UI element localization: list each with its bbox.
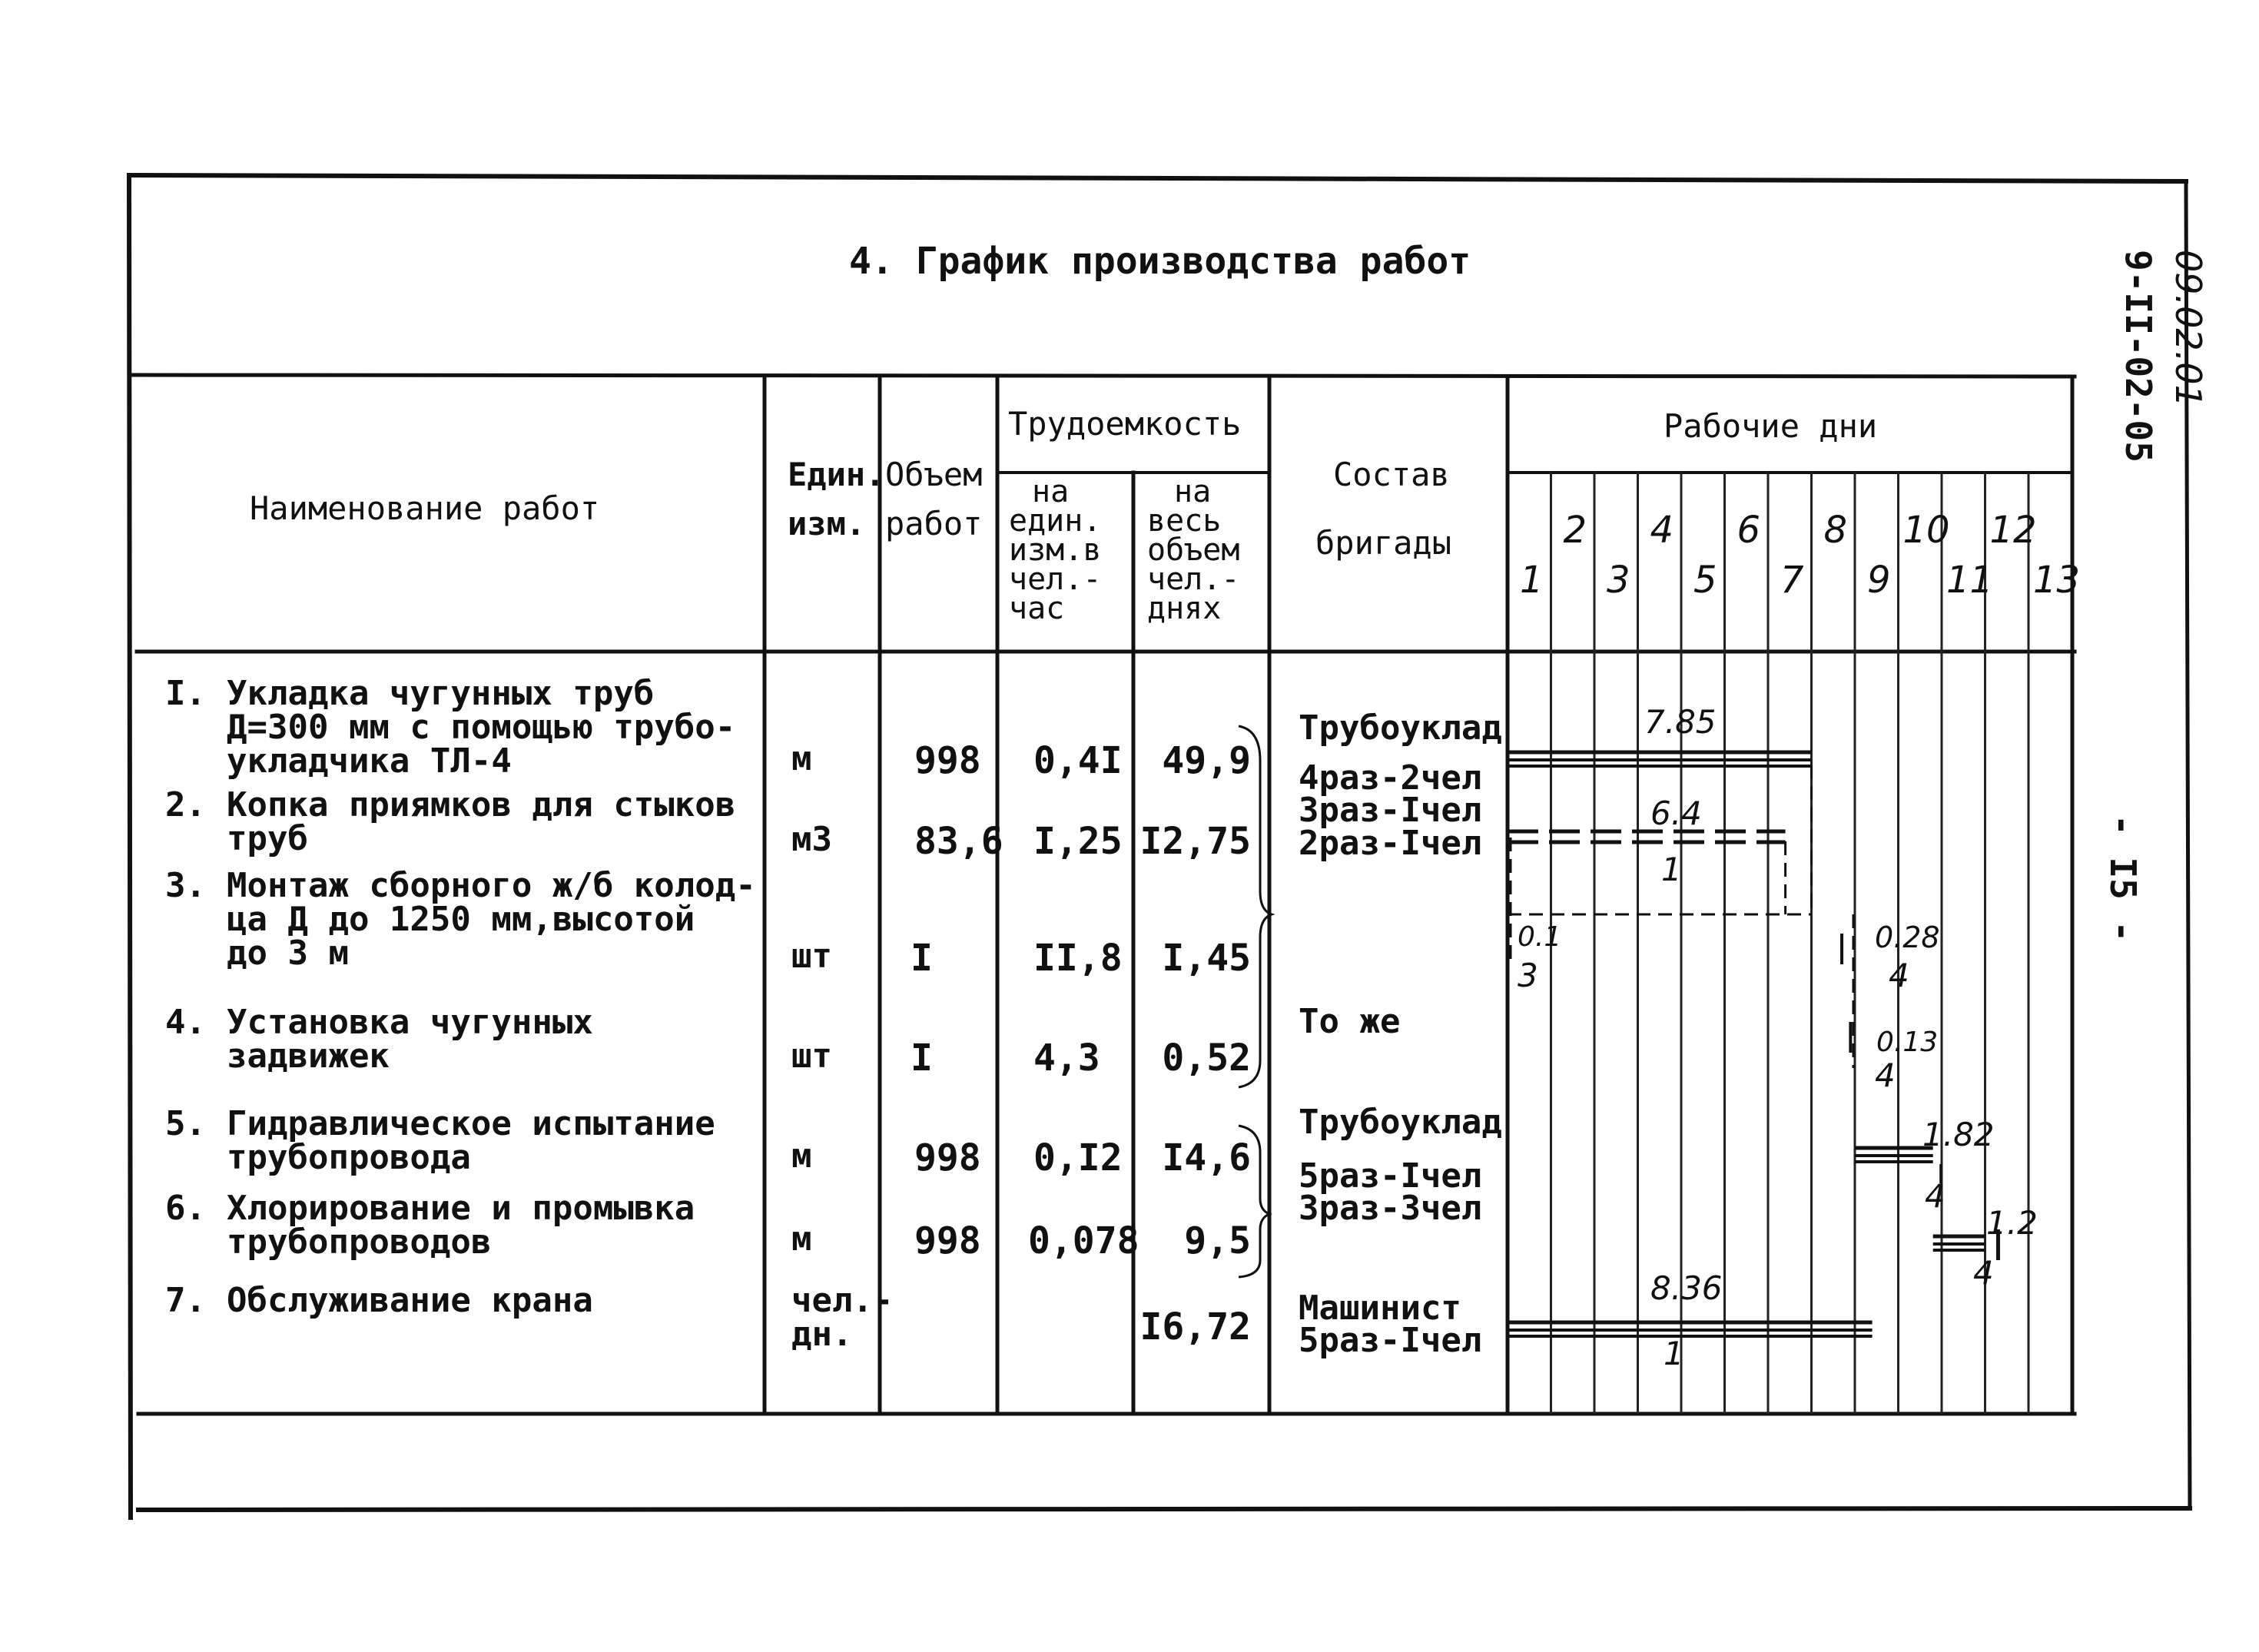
- day-number: 5: [1693, 559, 1717, 602]
- row-labor-total: 0,52: [1162, 1037, 1251, 1080]
- day-number: 10: [1902, 509, 1950, 552]
- row-name-line: до 3 м: [227, 934, 349, 973]
- header-unit-1: Един.: [788, 456, 885, 493]
- header-volume-1: Объем: [885, 456, 983, 493]
- row-labor-total: I4,6: [1162, 1136, 1251, 1179]
- row-name-line: задвижек: [227, 1037, 390, 1076]
- header-days: Рабочие дни: [1664, 407, 1878, 445]
- row-unit: м3: [791, 820, 832, 859]
- row-volume: 998: [914, 1136, 981, 1179]
- row-name-line: укладчика ТЛ-4: [227, 741, 512, 781]
- bar-3a-workers: 3: [1518, 957, 1538, 994]
- row-volume: 83,6: [914, 820, 1003, 863]
- day-number: 1: [1520, 559, 1544, 602]
- row-name-line: Установка чугунных: [227, 1003, 593, 1042]
- row-labor-per-unit: II,8: [1033, 937, 1123, 980]
- page-number: - I5 -: [2102, 814, 2144, 943]
- document-code: 9-II-02-05: [2118, 250, 2159, 463]
- row-volume: 998: [914, 739, 981, 782]
- row-labor-total: I6,72: [1139, 1305, 1251, 1348]
- row-number: 5.: [165, 1104, 206, 1143]
- row-labor-total: 49,9: [1162, 739, 1251, 782]
- row-unit: шт: [791, 1037, 832, 1076]
- row-volume: I: [911, 1037, 933, 1080]
- row-name-line: Укладка чугунных труб: [227, 674, 655, 713]
- bar-1-duration: 7.85: [1644, 703, 1717, 741]
- row-name-line: труб: [227, 819, 308, 858]
- row-name-line: трубопровода: [227, 1138, 471, 1177]
- row-number: 7.: [165, 1281, 206, 1320]
- row-unit: шт: [791, 937, 832, 976]
- bar-2-workers: 1: [1661, 851, 1682, 888]
- header-crew-2: бригады: [1315, 524, 1452, 562]
- row-labor-per-unit: 0,I2: [1033, 1136, 1123, 1179]
- row-name-line: Монтаж сборного ж/б колод-: [227, 866, 756, 905]
- header-crew-1: Состав: [1333, 456, 1450, 493]
- handwritten-code: 09.02.01: [2168, 250, 2209, 407]
- row-name-line: трубопроводов: [227, 1222, 492, 1262]
- row-labor-per-unit: 0,4I: [1033, 739, 1123, 782]
- row-labor-per-unit: I,25: [1033, 820, 1123, 863]
- row-labor-total: I,45: [1162, 937, 1251, 980]
- row-name-line: Д=300 мм с помощью трубо-: [227, 708, 736, 747]
- bar-7-workers: 1: [1664, 1335, 1684, 1372]
- day-number: 6: [1737, 509, 1761, 552]
- row-unit: м: [791, 1219, 812, 1259]
- row-unit: дн.: [791, 1315, 853, 1354]
- row-number: 2.: [165, 785, 206, 824]
- bar-6-workers: 4: [1973, 1254, 1994, 1292]
- page-title: 4. График производства работ: [849, 240, 1471, 283]
- crew-group-b: То же: [1299, 1002, 1401, 1041]
- row-name-line: Обслуживание крана: [227, 1281, 593, 1320]
- header-volume-2: работ: [885, 505, 983, 542]
- row-volume: 998: [914, 1219, 981, 1262]
- header-unit-2: изм.: [788, 505, 866, 542]
- bar-6-duration: 1.2: [1986, 1204, 2038, 1242]
- day-number: 13: [2033, 559, 2081, 602]
- bar-4-duration: 0.13: [1876, 1027, 1939, 1058]
- day-number: 8: [1823, 509, 1848, 552]
- row-unit: м: [791, 1136, 812, 1176]
- bar-3b-duration: 0.28: [1875, 921, 1940, 954]
- row-name-line: Хлорирование и промывка: [227, 1189, 695, 1228]
- row-labor-per-unit: 4,3: [1033, 1037, 1100, 1080]
- header-name: Наименование работ: [250, 489, 600, 527]
- row-name-line: ца Д до 1250 мм,высотой: [227, 900, 695, 939]
- gantt-bar-5: [1855, 1148, 1933, 1162]
- row-number: 3.: [165, 866, 206, 905]
- row-labor-total: 9,5: [1184, 1219, 1251, 1262]
- header-labor: Трудоемкость: [1008, 405, 1242, 443]
- day-number: 11: [1946, 559, 1994, 602]
- day-number: 3: [1607, 559, 1630, 602]
- gantt-bar-1: [1508, 752, 1812, 766]
- row-name-line: Копка приямков для стыков: [227, 785, 736, 824]
- row-labor-per-unit: 0,078: [1028, 1219, 1139, 1262]
- row-unit: чел.-: [791, 1281, 894, 1320]
- bar-2-duration: 6.4: [1650, 794, 1702, 832]
- gantt-bar-2: [1508, 831, 1786, 842]
- day-number: 12: [1989, 509, 2037, 552]
- row-number: 6.: [165, 1189, 206, 1228]
- day-number: 4: [1650, 509, 1674, 552]
- bar-5-workers: 4: [1925, 1177, 1946, 1215]
- gantt-bar-7: [1508, 1322, 1873, 1336]
- row-name-line: Гидравлическое испытание: [227, 1104, 715, 1143]
- day-number: 7: [1780, 559, 1804, 602]
- row-volume: I: [911, 937, 933, 980]
- row-unit: м: [791, 739, 812, 778]
- day-number: 9: [1867, 559, 1891, 602]
- bar-5-duration: 1.82: [1922, 1116, 1995, 1153]
- row-number: I.: [165, 674, 206, 713]
- row-labor-total: I2,75: [1139, 820, 1251, 863]
- bar-7-duration: 8.36: [1650, 1269, 1723, 1307]
- day-number: 2: [1563, 509, 1587, 552]
- bar-3a-duration: 0.1: [1518, 921, 1562, 953]
- row-number: 4.: [165, 1003, 206, 1042]
- bar-3b-workers: 4: [1889, 957, 1909, 994]
- bar-4-workers: 4: [1875, 1057, 1896, 1094]
